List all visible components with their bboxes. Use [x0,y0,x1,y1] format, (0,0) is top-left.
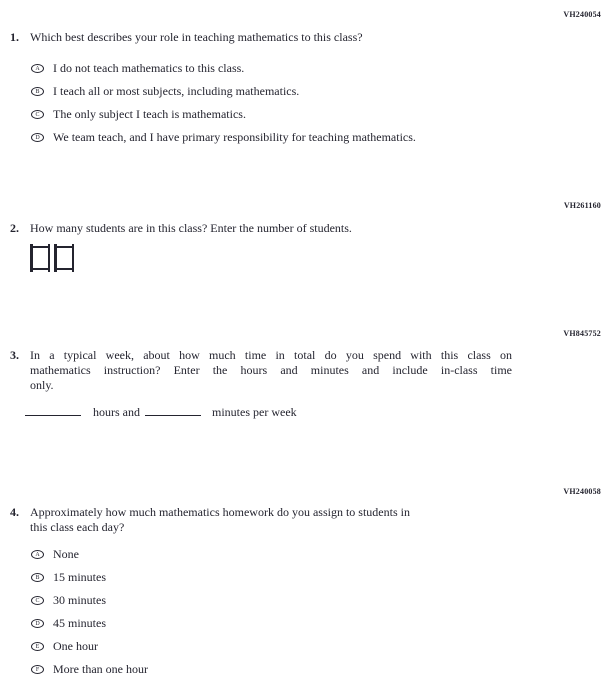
option-row-a[interactable] [30,547,602,562]
question-1-text [30,30,363,45]
option-label-d: We team teach, and I have primary responsibility for teaching mathematics. [53,130,416,144]
question-3-line-1: In a typical week, about how much time in total do you spend with this class on [30,348,512,362]
question-3-head [10,348,602,393]
question-2-line: How many students are in this class? Enter the number of students. [30,221,352,235]
question-4-options [10,547,602,677]
question-3-text [30,348,512,393]
option-label-b: I teach all or most subjects, including mathematics. [53,84,300,98]
option-row-b[interactable] [30,570,602,585]
option-bubble-f[interactable]: F [31,665,44,674]
question-1-line: Which best describes your role in teaching mathematics to this class? [30,30,363,44]
option-label-b: 15 minutes [53,570,106,584]
question-4-text [30,505,410,535]
option-row-d[interactable] [30,616,602,631]
option-bubble-b[interactable]: B [31,87,44,96]
question-2-text [30,221,352,236]
question-2-number: 2. [10,221,19,235]
option-label-a: None [53,547,79,561]
option-row-e[interactable] [30,639,602,654]
accession-code-q4: VH240058 [563,487,601,496]
question-2 [10,221,602,272]
question-1-head [10,30,602,45]
hours-label: hours and [93,405,140,419]
option-row-b[interactable] [30,84,602,99]
question-3-number: 3. [10,348,19,362]
option-bubble-c[interactable]: C [31,596,44,605]
digit-box-ones[interactable] [54,244,74,272]
question-3 [10,348,602,420]
option-label-c: The only subject I teach is mathematics. [53,107,246,121]
option-label-d: 45 minutes [53,616,106,630]
question-1-number: 1. [10,30,19,44]
time-fill-line [25,405,602,420]
accession-code-q2: VH261160 [563,201,601,210]
question-3-line-2: mathematics instruction? Enter the hours and minutes and include in-class time [30,363,512,377]
question-4 [10,505,602,680]
option-row-d[interactable] [30,130,602,145]
option-label-a: I do not teach mathematics to this class. [53,61,245,75]
option-row-c[interactable] [30,107,602,122]
accession-code-q3: VH845752 [563,329,601,338]
option-bubble-a[interactable]: A [31,550,44,559]
option-row-a[interactable] [30,61,602,76]
question-4-number: 4. [10,505,19,519]
option-bubble-b[interactable]: B [31,573,44,582]
question-1-options [10,61,602,145]
option-row-f[interactable] [30,662,602,677]
digit-box-tens[interactable] [30,244,50,272]
option-bubble-d[interactable]: D [31,619,44,628]
question-4-line-2: this class each day? [30,520,125,534]
question-4-head [10,505,602,535]
option-bubble-a[interactable]: A [31,64,44,73]
question-2-head [10,221,602,236]
question-1 [10,30,602,153]
student-count-entry [30,244,602,272]
accession-code-q1: VH240054 [563,10,601,19]
question-3-line-3: only. [30,378,54,392]
question-4-line-1: Approximately how much mathematics homework do you assign to students in [30,505,410,519]
minutes-blank[interactable] [145,406,201,416]
option-bubble-c[interactable]: C [31,110,44,119]
option-bubble-d[interactable]: D [31,133,44,142]
option-row-c[interactable] [30,593,602,608]
hours-blank[interactable] [25,406,81,416]
option-label-e: One hour [53,639,98,653]
minutes-label: minutes per week [212,405,297,419]
option-label-c: 30 minutes [53,593,106,607]
option-label-f: More than one hour [53,662,148,676]
option-bubble-e[interactable]: E [31,642,44,651]
